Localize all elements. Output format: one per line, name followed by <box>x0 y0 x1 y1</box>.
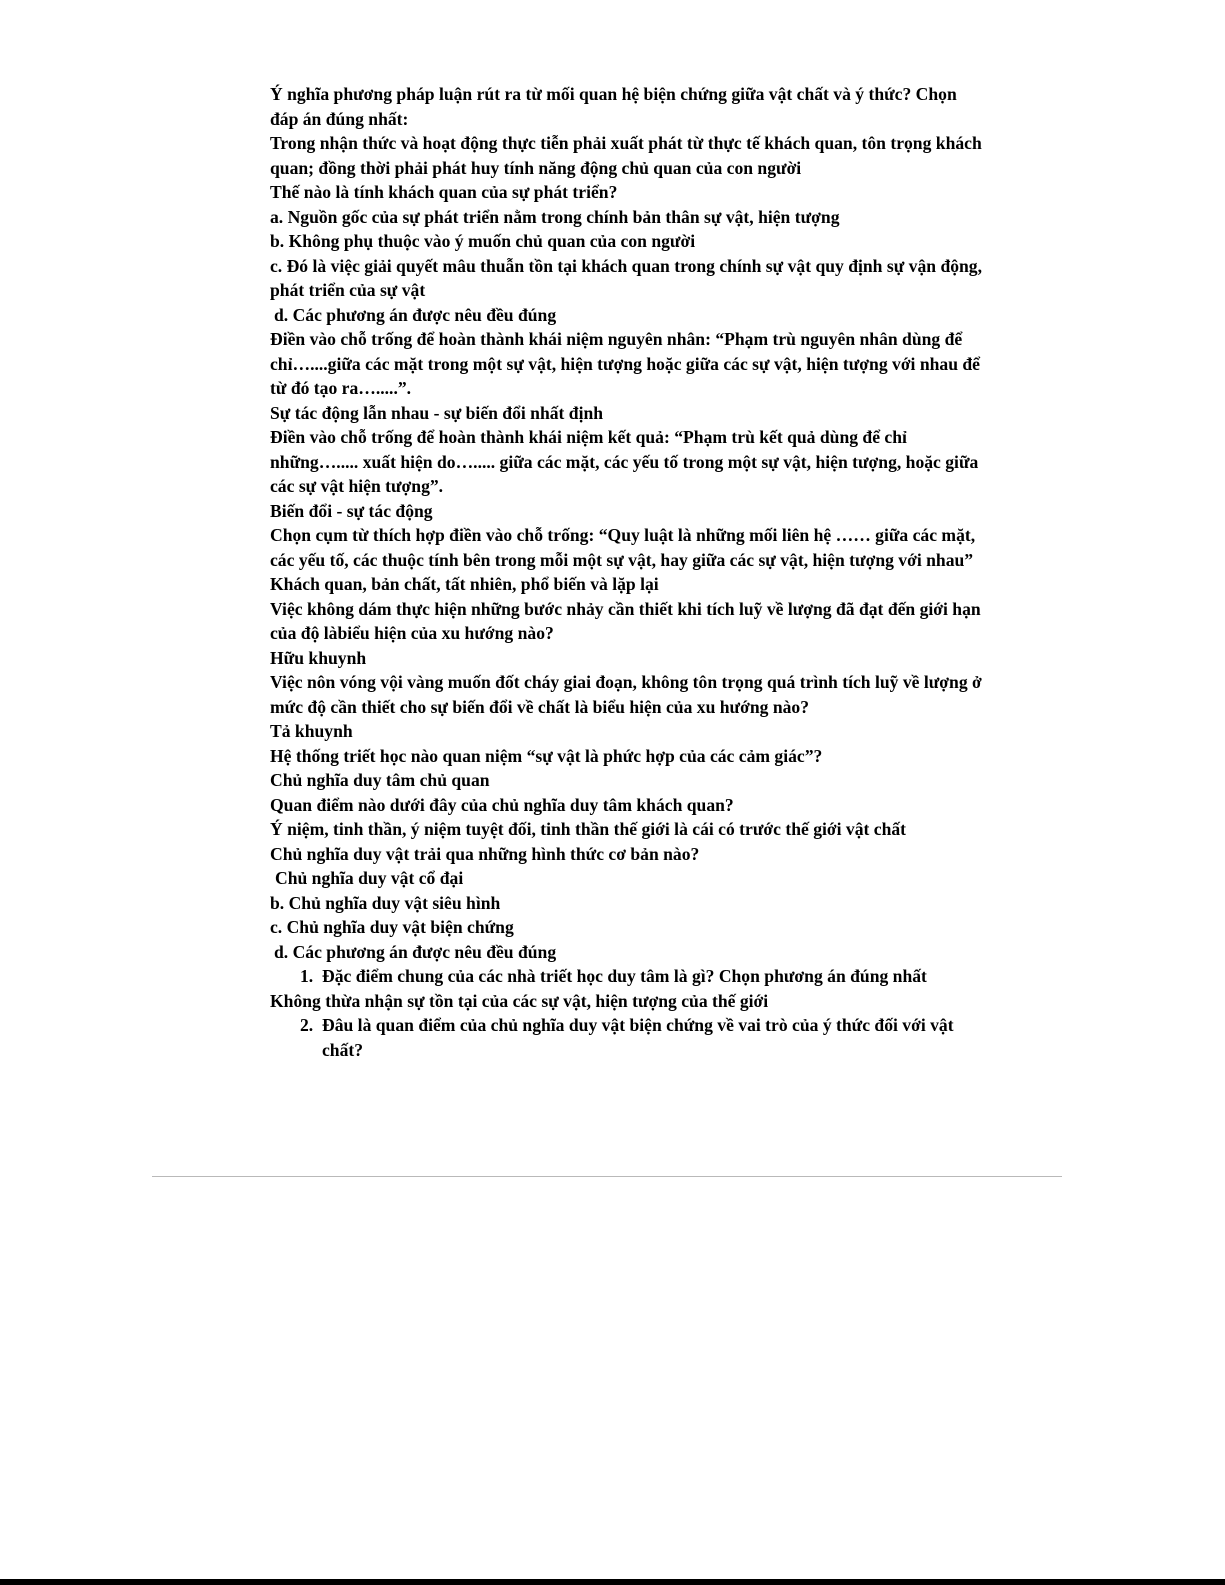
answer-line: Ý niệm, tinh thần, ý niệm tuyệt đối, tinh thần thế giới là cái có trước thế giới vật chất <box>270 819 907 839</box>
option-line: c. Chủ nghĩa duy vật biện chứng <box>270 917 514 937</box>
numbered-question-text: Đặc điểm chung của các nhà triết học duy tâm là gì? Chọn phương án đúng nhất <box>322 966 927 986</box>
question-line: Chọn cụm từ thích hợp điền vào chỗ trống: “Quy luật là những mối liên hệ …… giữa các mặt, các yếu tố, các thuộc tính bên trong mỗi một sự vật, hay giữa các sự vật, hiện tượng với nhau” <box>270 525 976 570</box>
answer-line: Hữu khuynh <box>270 647 367 668</box>
question-line: Điền vào chỗ trống để hoàn thành khái niệm kết quả: “Phạm trù kết quả dùng để chỉ những…..... xuất hiện do…..... giữa các mặt, các yếu tố trong một sự vật, hiện tượng, hoặc giữa các sự vật hiện tượng”. <box>270 427 979 496</box>
question-line: Ý nghĩa phương pháp luận rút ra từ mối quan hệ biện chứng giữa vật chất và ý thức? Chọn đáp án đúng nhất: <box>270 84 957 129</box>
numbered-question-2 <box>270 1013 985 1062</box>
option-line: d. Các phương án được nêu đều đúng <box>274 304 557 325</box>
question-line: Điền vào chỗ trống để hoàn thành khái niệm nguyên nhân: “Phạm trù nguyên nhân dùng để chỉ…....giữa các mặt trong một sự vật, hiện tượng hoặc giữa các sự vật, hiện tượng với nhau để từ đó tạo ra….....”. <box>270 329 980 398</box>
option-line: a. Nguồn gốc của sự phát triển nằm trong chính bản thân sự vật, hiện tượng <box>270 206 840 227</box>
question-line: Quan điểm nào dưới đây của chủ nghĩa duy tâm khách quan? <box>270 794 734 815</box>
answer-line: Không thừa nhận sự tồn tại của các sự vật, hiện tượng của thế giới <box>270 990 769 1011</box>
page-bottom-edge <box>0 1579 1225 1585</box>
numbered-question-text: Đâu là quan điểm của chủ nghĩa duy vật biện chứng về vai trò của ý thức đối với vật chất? <box>322 1015 954 1060</box>
option-line: b. Không phụ thuộc vào ý muốn chủ quan của con người <box>270 231 696 251</box>
page-divider <box>152 1176 1062 1177</box>
answer-line: Sự tác động lẫn nhau - sự biến đổi nhất định <box>270 402 604 423</box>
question-line: Việc không dám thực hiện những bước nhảy cần thiết khi tích luỹ về lượng đã đạt đến giới hạn của độ làbiểu hiện của xu hướng nào? <box>270 598 981 643</box>
question-line: Thế nào là tính khách quan của sự phát triển? <box>270 182 618 202</box>
question-line: Hệ thống triết học nào quan niệm “sự vật là phức hợp của các cảm giác”? <box>270 745 823 766</box>
answer-line: Tả khuynh <box>270 721 353 741</box>
list-number: 2. <box>300 1015 314 1035</box>
list-number: 1. <box>300 966 314 986</box>
document-text <box>270 82 985 1062</box>
question-line: Việc nôn vóng vội vàng muốn đốt cháy giai đoạn, không tôn trọng quá trình tích luỹ về lượng ở mức độ cần thiết cho sự biến đổi về chất là biểu hiện của xu hướng nào? <box>270 672 982 717</box>
numbered-question-1 <box>270 964 985 989</box>
answer-line: Khách quan, bản chất, tất nhiên, phổ biến và lặp lại <box>270 574 659 594</box>
option-line: c. Đó là việc giải quyết mâu thuẫn tồn tại khách quan trong chính sự vật quy định sự vận động, phát triển của sự vật <box>270 255 983 300</box>
answer-line: Chủ nghĩa duy tâm chủ quan <box>270 770 490 790</box>
answer-line: Biến đổi - sự tác động <box>270 500 433 521</box>
option-line: d. Các phương án được nêu đều đúng <box>274 941 557 962</box>
option-line: Chủ nghĩa duy vật cổ đại <box>275 868 464 888</box>
answer-line: Trong nhận thức và hoạt động thực tiễn phải xuất phát từ thực tế khách quan, tôn trọng khách quan; đồng thời phải phát huy tính năng động chủ quan của con người <box>270 133 982 178</box>
question-line: Chủ nghĩa duy vật trải qua những hình thức cơ bản nào? <box>270 843 700 864</box>
option-line: b. Chủ nghĩa duy vật siêu hình <box>270 892 501 913</box>
